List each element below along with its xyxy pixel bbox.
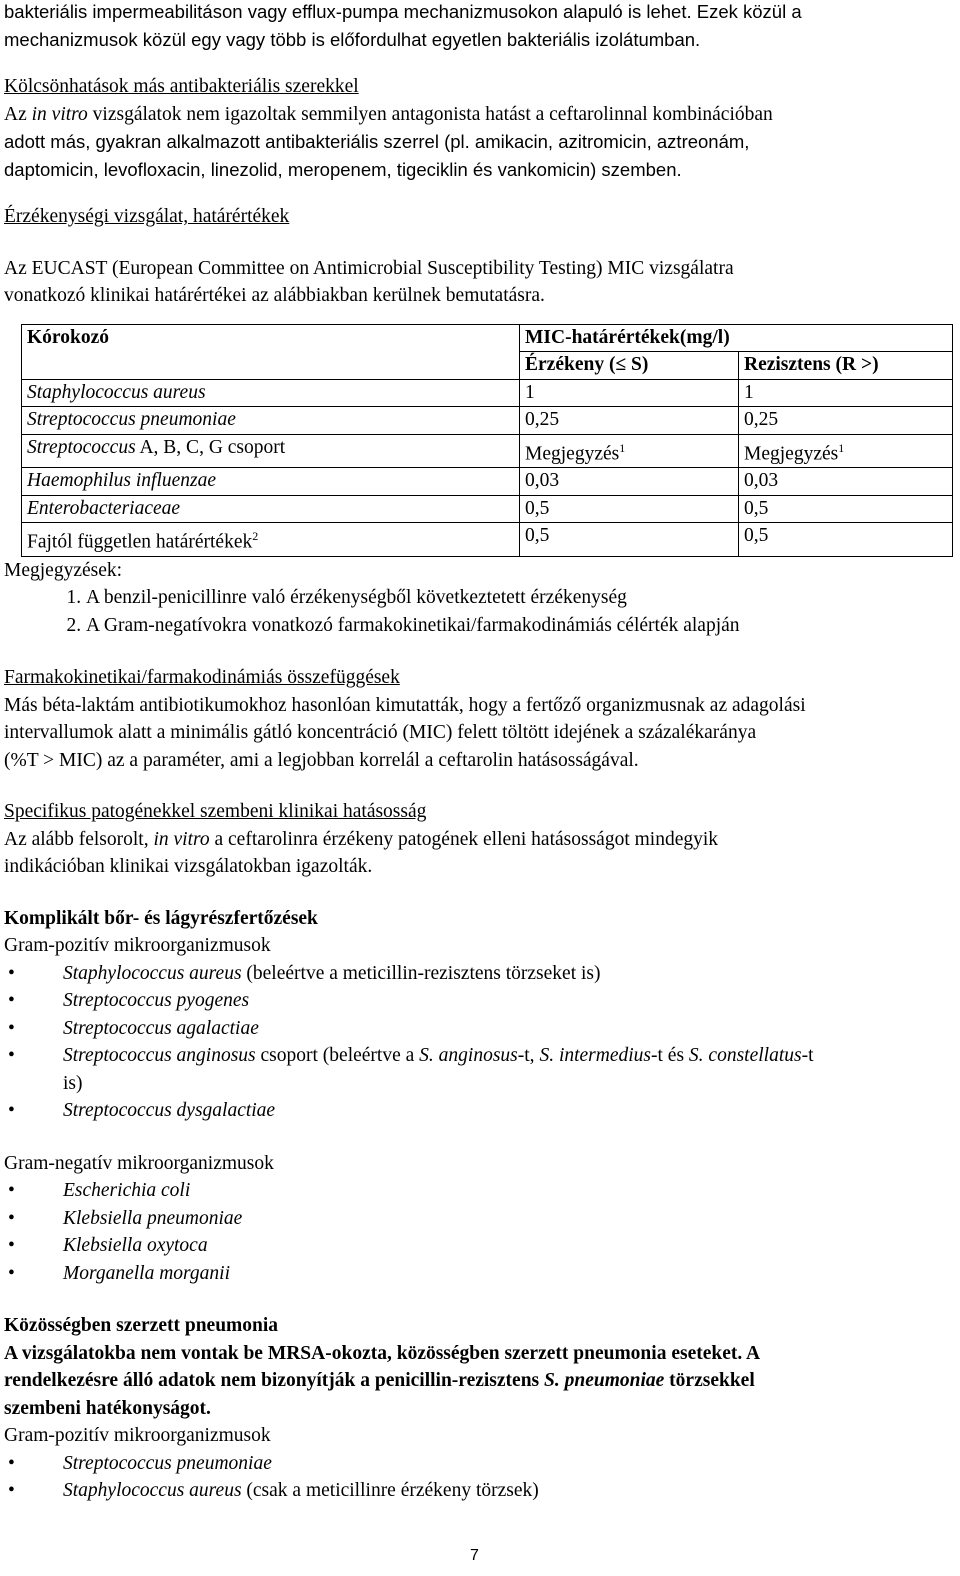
s-value-cell: 0,5 <box>520 495 739 523</box>
pathogen-cell <box>22 523 520 557</box>
header-resistant: Rezisztens (R >) <box>739 352 953 380</box>
pneumonia-gram-pos-list <box>4 1450 956 1505</box>
s-value-cell <box>520 434 739 468</box>
footnote-ref: 1 <box>838 440 845 455</box>
organism-name: Streptococcus anginosus <box>63 1045 256 1066</box>
header-pathogen: Kórokozó <box>22 324 520 379</box>
pneumonia-bold-line-1: A vizsgálatokba nem vontak be MRSA-okozta, közösségben szerzett pneumonia eseteket. A <box>4 1342 761 1364</box>
pneumonia-heading: Közösségben szerzett pneumonia <box>4 1315 279 1336</box>
pathogen-name: Streptococcus pneumoniae <box>27 409 236 430</box>
bullet-icon: • <box>8 1180 15 1201</box>
table-row <box>22 407 953 435</box>
list-item <box>8 960 956 988</box>
susceptibility-heading-text: Érzékenységi vizsgálat, határértékek <box>4 206 290 227</box>
text: törzsekkel <box>664 1370 755 1391</box>
bullet-icon: • <box>8 1100 15 1121</box>
skin-gram-pos-label: Gram-pozitív mikroorganizmusok <box>4 935 271 956</box>
table-header-row <box>22 324 953 352</box>
bullet-icon: • <box>8 1480 15 1501</box>
s-value-cell: 0,03 <box>520 468 739 496</box>
organism-name: Streptococcus pneumoniae <box>63 1452 272 1474</box>
bullet-icon: • <box>8 1045 15 1066</box>
notes-list <box>4 584 956 639</box>
pathogen-name: Streptococcus <box>27 436 136 458</box>
interactions-heading <box>4 73 956 101</box>
pkpd-line-2: intervallumok alatt a minimális gátló koncentráció (MIC) felett töltött idejének a százalékaránya <box>4 722 757 743</box>
organism-name: S. intermedius <box>539 1045 652 1066</box>
efficacy-line-2: indikációban klinikai vizsgálatokban igazolták. <box>4 856 373 877</box>
pkpd-heading-text: Farmakokinetikai/farmakodinámiás összefüggések <box>4 667 400 688</box>
text: vizsgálatok nem igazoltak semmilyen antagonista hatást a ceftarolinnal kombinációban <box>87 103 773 125</box>
r-value-cell: 1 <box>739 379 953 407</box>
text: Az <box>4 103 32 125</box>
pathogen-name: Haemophilus influenzae <box>27 470 217 491</box>
interactions-line-2: adott más, gyakran alkalmazott antibakteriális szerrel (pl. amikacin, azitromicin, aztreonám, <box>4 131 750 152</box>
r-value-cell: 0,5 <box>739 523 953 557</box>
intro-line-2: mechanizmusok közül egy vagy több is előfordulhat egyetlen bakteriális izolátumban. <box>4 28 701 50</box>
organism-name: Morganella morganii <box>63 1262 231 1284</box>
r-value-cell: 0,5 <box>739 495 953 523</box>
r-value-cell: 0,03 <box>739 468 953 496</box>
organism-name: Escherichia coli <box>63 1180 191 1201</box>
pathogen-name: Staphylococcus aureus <box>27 381 206 403</box>
s-value-cell: 1 <box>520 379 739 407</box>
pkpd-heading <box>4 664 956 692</box>
list-item <box>8 987 956 1015</box>
organism-name: Klebsiella oxytoca <box>63 1235 208 1256</box>
text: Az alább felsorolt, <box>4 828 154 850</box>
text: -t, <box>517 1045 540 1066</box>
r-value-cell <box>739 434 953 468</box>
text: -t <box>801 1045 814 1066</box>
notes-heading: Megjegyzések: <box>4 559 123 581</box>
pathogen-cell <box>22 379 520 407</box>
header-susceptible: Érzékeny (≤ S) <box>520 352 739 380</box>
s-value-cell: 0,5 <box>520 523 739 557</box>
mic-breakpoint-table <box>21 324 953 557</box>
skin-gram-neg-label: Gram-negatív mikroorganizmusok <box>4 1152 274 1174</box>
table-row <box>22 379 953 407</box>
italic-text: in vitro <box>31 103 88 125</box>
bullet-icon: • <box>8 1017 15 1039</box>
text: is) <box>63 1072 83 1094</box>
list-item <box>8 1177 956 1205</box>
bullet-icon: • <box>8 1262 15 1284</box>
r-value-cell: 0,25 <box>739 407 953 435</box>
pkpd-line-3: (%T > MIC) az a paraméter, ami a legjobban korrelál a ceftarolin hatásosságával. <box>4 749 639 771</box>
bullet-icon: • <box>8 990 15 1011</box>
organism-name: Staphylococcus aureus <box>63 962 242 984</box>
text: (beleértve a meticillin-rezisztens törzseket is) <box>241 962 601 984</box>
intro-line-1: bakteriális impermeabilitáson vagy efflux-pumpa mechanizmusokon alapuló is lehet. Ezek közül a <box>4 1 802 22</box>
table-row <box>22 434 953 468</box>
interactions-heading-text: Kölcsönhatások más antibakteriális szerekkel <box>4 76 359 97</box>
s-value-cell: 0,25 <box>520 407 739 435</box>
list-item <box>8 1015 956 1043</box>
susceptibility-line-2: vonatkozó klinikai határértékei az alábbiakban kerülnek bemutatásra. <box>4 285 545 306</box>
page-number: 7 <box>470 1547 479 1564</box>
list-item <box>8 1042 956 1097</box>
document-page <box>4 0 956 1505</box>
pathogen-suffix: Fajtól független határértékek <box>27 531 253 553</box>
text: a ceftarolinra érzékeny patogének elleni hatásosságot mindegyik <box>209 828 719 850</box>
pneumonia-bold-line-2 <box>4 1367 956 1395</box>
pathogen-name: Enterobacteriaceae <box>27 497 181 519</box>
list-item <box>8 1097 956 1125</box>
skin-gram-pos-list <box>4 960 956 1125</box>
skin-heading: Komplikált bőr- és lágyrészfertőzések <box>4 907 318 929</box>
bullet-icon: • <box>8 1207 15 1229</box>
organism-name: Staphylococcus aureus <box>63 1480 242 1501</box>
efficacy-heading-text: Specifikus patogénekkel szembeni klinikai hatásosság <box>4 801 427 822</box>
bullet-icon: • <box>8 962 15 984</box>
organism-name: S. pneumoniae <box>544 1370 665 1391</box>
italic-text: in vitro <box>153 828 210 850</box>
s-value: Megjegyzés <box>525 443 620 464</box>
skin-gram-neg-list <box>4 1177 956 1287</box>
text: -t és <box>651 1045 689 1066</box>
table-row <box>22 495 953 523</box>
efficacy-heading <box>4 798 956 826</box>
table-row <box>22 523 953 557</box>
organism-name: Streptococcus agalactiae <box>63 1017 259 1039</box>
pathogen-suffix: A, B, C, G csoport <box>135 436 286 458</box>
footnote-ref: 1 <box>619 440 626 455</box>
organism-name: Streptococcus pyogenes <box>63 990 250 1011</box>
pathogen-cell <box>22 495 520 523</box>
organism-name: S. anginosus <box>419 1045 518 1066</box>
pneumonia-bold-line-3: szembeni hatékonyságot. <box>4 1397 211 1419</box>
r-value: Megjegyzés <box>744 443 839 464</box>
pkpd-line-1: Más béta-laktám antibiotikumokhoz hasonlóan kimutatták, hogy a fertőző organizmusnak az adagolási <box>4 694 806 716</box>
efficacy-line-1 <box>4 826 956 854</box>
organism-name: Klebsiella pneumoniae <box>63 1207 243 1229</box>
interactions-line-1 <box>4 101 956 129</box>
susceptibility-line-1: Az EUCAST (European Committee on Antimicrobial Susceptibility Testing) MIC vizsgálatra <box>4 257 734 279</box>
pathogen-cell <box>22 468 520 496</box>
interactions-line-3: daptomicin, levofloxacin, linezolid, meropenem, tigeciklin és vankomicin) szemben. <box>4 158 682 180</box>
pathogen-cell <box>22 407 520 435</box>
header-mic: MIC-határértékek(mg/l) <box>520 324 953 352</box>
bullet-icon: • <box>8 1235 15 1256</box>
text: rendelkezésre álló adatok nem bizonyítják a penicillin-rezisztens <box>4 1370 545 1391</box>
text: csoport (beleértve a <box>255 1045 420 1066</box>
note-item: 2. A Gram-negatívokra vonatkozó farmakokinetikai/farmakodinámiás célérték alapján <box>86 612 956 640</box>
table-row <box>22 468 953 496</box>
footnote-ref: 2 <box>252 529 259 543</box>
bullet-icon: • <box>8 1452 15 1474</box>
organism-name: S. constellatus <box>688 1045 802 1066</box>
pathogen-cell <box>22 434 520 468</box>
pneumonia-gram-pos-label: Gram-pozitív mikroorganizmusok <box>4 1425 271 1446</box>
list-item <box>8 1260 956 1288</box>
list-item <box>8 1232 956 1260</box>
note-item: 1. A benzil-penicillinre való érzékenységből következtetett érzékenység <box>86 584 956 612</box>
text: (csak a meticillinre érzékeny törzsek) <box>241 1480 539 1501</box>
list-item <box>8 1477 956 1505</box>
susceptibility-heading <box>4 203 956 231</box>
list-item <box>8 1205 956 1233</box>
organism-name: Streptococcus dysgalactiae <box>63 1100 276 1121</box>
list-item <box>8 1450 956 1478</box>
